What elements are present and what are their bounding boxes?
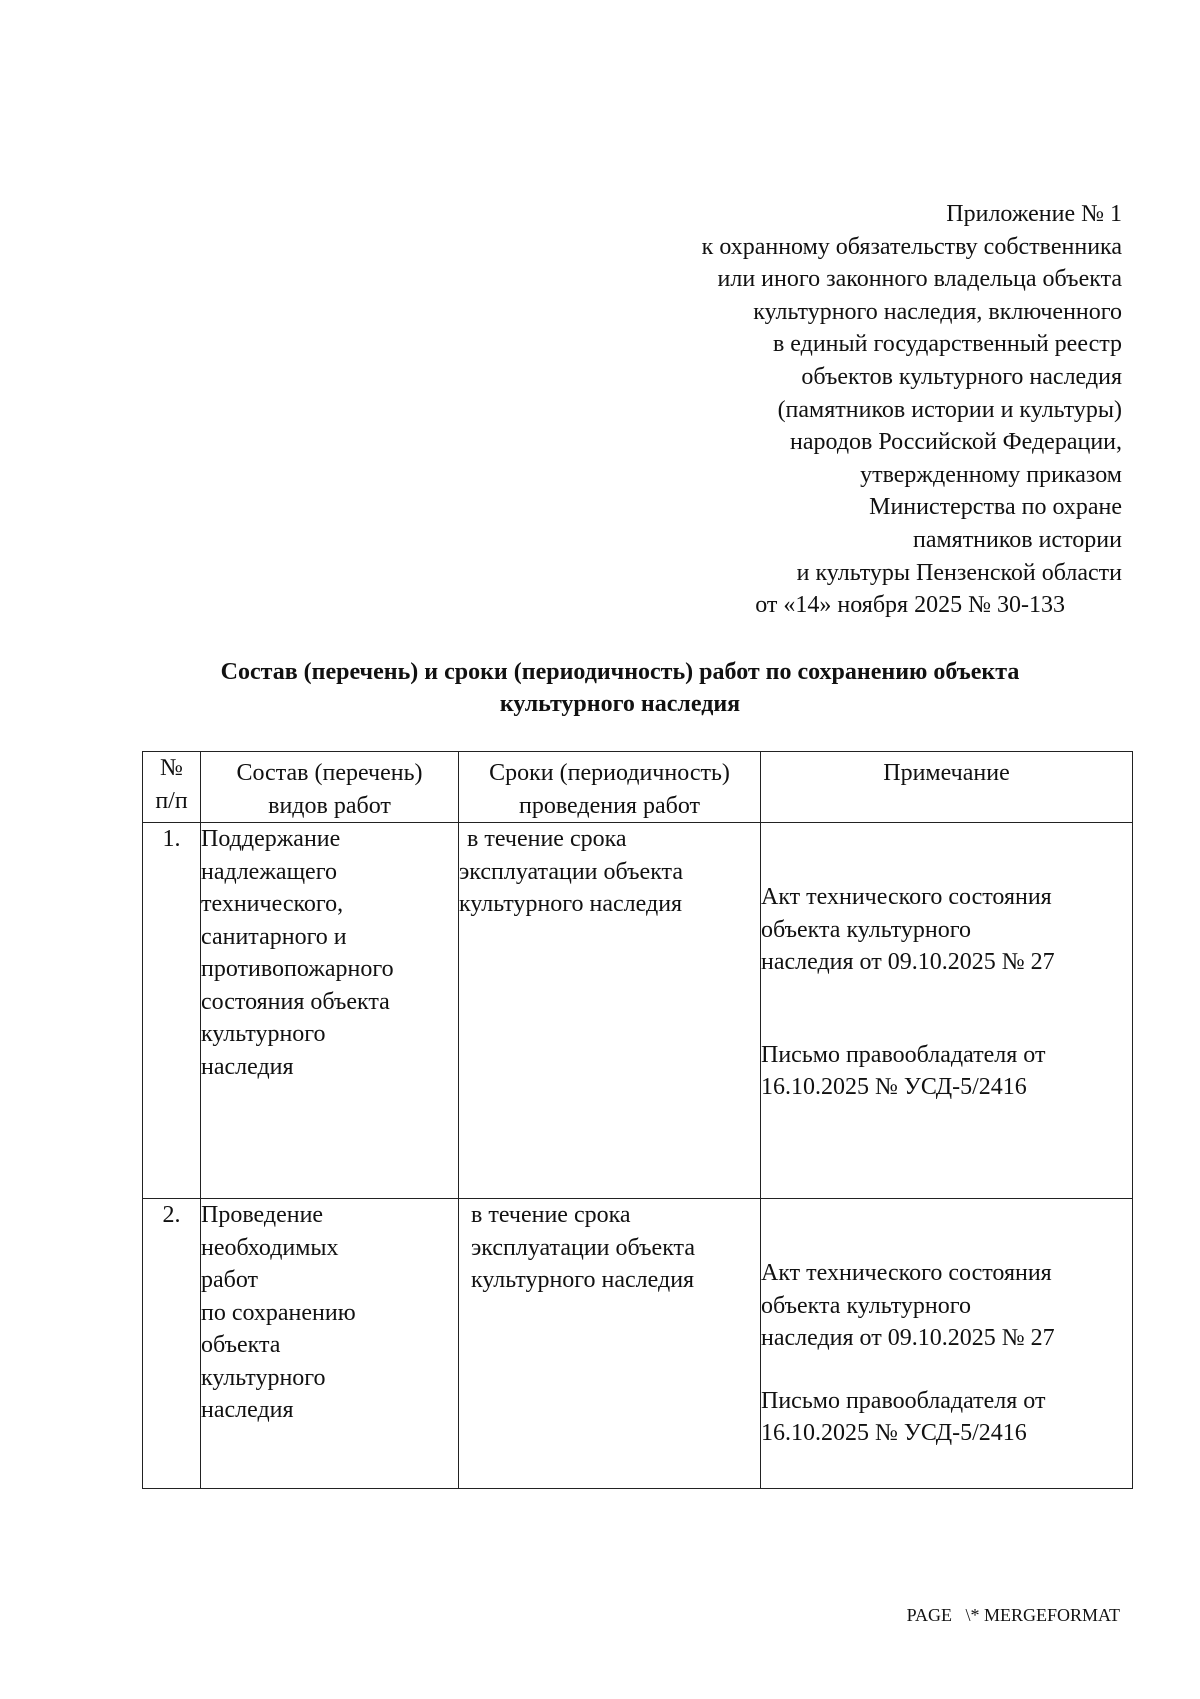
approval-line: (памятников истории и культуры) [777, 396, 1122, 423]
header-note [761, 752, 1133, 823]
note-act [761, 823, 1132, 979]
cell-line: 16.10.2025 № УСД-5/2416 [761, 1074, 1027, 1100]
table-row [143, 823, 1133, 1199]
document-title-line: культурного наследия [499, 691, 741, 717]
header-text: п/п [155, 787, 188, 814]
cell-line: по сохранению [201, 1299, 356, 1326]
cell-line: эксплуатации объекта [459, 858, 683, 885]
cell-line: наследия от 09.10.2025 № 27 [761, 1325, 1055, 1351]
note-act [761, 1199, 1132, 1355]
cell-line: Письмо правообладателя от [761, 1041, 1046, 1068]
row-note [761, 1199, 1133, 1489]
approval-line: культурного наследия, включенного [753, 298, 1122, 325]
approval-line: Министерства по охране [869, 494, 1122, 521]
cell-line: в течение срока [471, 1202, 631, 1228]
row-number: 1. [143, 823, 201, 1199]
cell-line: Поддержание [201, 826, 341, 852]
header-text [201, 752, 458, 822]
cell-line: противопожарного [201, 956, 394, 982]
cell-line: Акт технического состояния [761, 1260, 1052, 1286]
works-table [142, 751, 1133, 1489]
cell-line: культурного [201, 1364, 326, 1391]
cell-line: наследия [201, 1397, 294, 1423]
row-note [761, 823, 1133, 1199]
table-header-row [143, 752, 1133, 823]
approval-line: утвержденному приказом [860, 461, 1122, 488]
approval-line: народов Российской Федерации, [790, 429, 1122, 456]
approval-line: или иного законного владельца объекта [717, 266, 1122, 293]
approval-line: и культуры Пензенской области [796, 559, 1122, 586]
cell-line: объекта [201, 1332, 281, 1358]
header-composition [201, 752, 459, 823]
cell-line: Акт технического состояния [761, 884, 1052, 910]
header-text: Примечание [883, 760, 1010, 786]
cell-line: объекта культурного [761, 1292, 971, 1319]
cell-line: культурного наследия [459, 891, 683, 917]
cell-line: надлежащего [201, 858, 337, 885]
cell-line: состояния объекта [201, 988, 390, 1015]
row-terms [459, 823, 761, 1199]
approval-line: Приложение № 1 [946, 201, 1122, 227]
cell-line: культурного наследия [471, 1267, 695, 1293]
cell-line: наследия от 09.10.2025 № 27 [761, 949, 1055, 975]
row-terms [459, 1199, 761, 1489]
header-text-line: Состав (перечень) [236, 760, 423, 786]
note-letter [761, 1355, 1132, 1450]
approval-block [600, 198, 1122, 622]
approval-date-line: от «14» ноября 2025 № 30-133 [755, 592, 1065, 619]
header-text-line: проведения работ [519, 792, 700, 819]
cell-line: Проведение [201, 1202, 324, 1228]
header-text: № [160, 755, 183, 781]
cell-line: необходимых [201, 1234, 339, 1261]
cell-line: технического, [201, 891, 344, 917]
cell-line: работ [201, 1267, 259, 1293]
approval-line: памятников истории [912, 526, 1122, 553]
document-title [140, 656, 1100, 720]
approval-line: к охранному обязательству собственника [701, 233, 1122, 260]
cell-line: эксплуатации объекта [471, 1234, 695, 1261]
cell-line: наследия [201, 1053, 294, 1080]
header-number [143, 752, 201, 823]
cell-line: санитарного и [201, 923, 347, 950]
row-number: 2. [143, 1199, 201, 1489]
header-text-line: видов работ [268, 792, 391, 819]
document-title-line: Состав (перечень) и сроки (периодичность) работ по сохранению объекта [220, 659, 1020, 685]
row-composition [201, 823, 459, 1199]
cell-line: Письмо правообладателя от [761, 1387, 1046, 1414]
row-composition [201, 1199, 459, 1489]
note-letter [761, 979, 1132, 1104]
cell-line: 16.10.2025 № УСД-5/2416 [761, 1420, 1027, 1446]
approval-line: в единый государственный реестр [772, 331, 1122, 358]
cell-line: в течение срока [467, 826, 627, 852]
approval-line: объектов культурного наследия [801, 363, 1122, 390]
table-row [143, 1199, 1133, 1489]
page-footer-field: PAGE \* MERGEFORMAT [906, 1605, 1120, 1625]
header-terms [459, 752, 761, 823]
header-text [459, 752, 760, 822]
header-text-line: Сроки (периодичность) [489, 760, 730, 786]
cell-line: культурного [201, 1021, 326, 1047]
cell-line: объекта культурного [761, 916, 971, 943]
